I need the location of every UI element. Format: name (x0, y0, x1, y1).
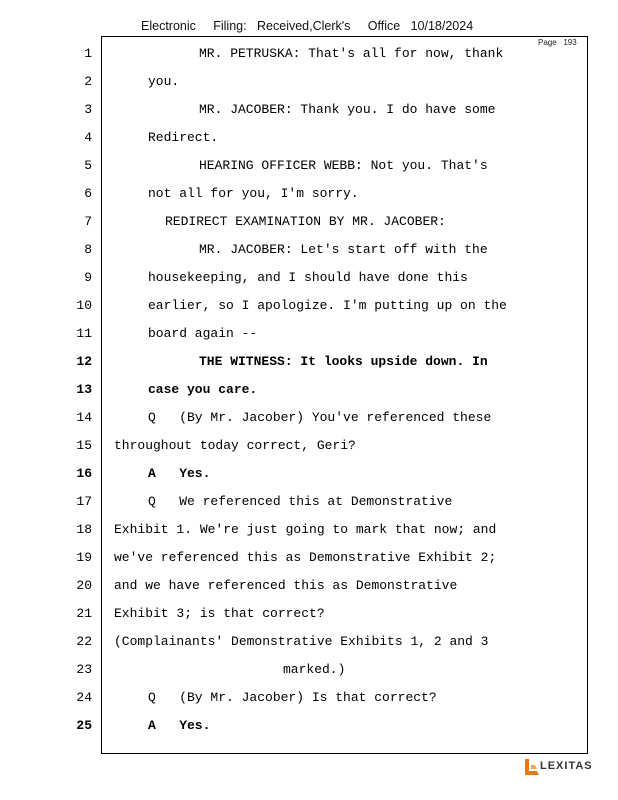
transcript-line: case you care. (148, 382, 258, 397)
line-number: 19 (76, 550, 92, 565)
transcript-line: Exhibit 3; is that correct? (114, 606, 325, 621)
filing-header: Electronic Filing: Received,Clerk's Office 10/18/2024 (141, 19, 474, 33)
line-number: 20 (76, 578, 92, 593)
transcript-line: board again -- (148, 326, 258, 341)
line-number: 22 (76, 634, 92, 649)
line-number: 17 (76, 494, 92, 509)
transcript-line: we've referenced this as Demonstrative Exhibit 2; (114, 550, 497, 565)
line-number: 24 (76, 690, 92, 705)
transcript-line: THE WITNESS: It looks upside down. In (199, 354, 488, 369)
section-heading: REDIRECT EXAMINATION BY MR. JACOBER: (165, 214, 446, 229)
line-number: 2 (84, 74, 92, 89)
lexitas-logo (525, 757, 593, 775)
transcript-line: MR. JACOBER: Let's start off with the (199, 242, 488, 257)
line-number: 15 (76, 438, 92, 453)
line-number: 11 (76, 326, 92, 341)
line-number: 7 (84, 214, 92, 229)
transcript-line: earlier, so I apologize. I'm putting up on the (148, 298, 507, 313)
line-number: 18 (76, 522, 92, 537)
transcript-line: you. (148, 74, 180, 89)
line-number: 12 (76, 354, 92, 369)
transcript-line: A Yes. (148, 718, 211, 733)
line-number: 23 (76, 662, 92, 677)
line-number: 8 (84, 242, 92, 257)
transcript-line: Q (By Mr. Jacober) You've referenced these (148, 410, 492, 425)
lexitas-mark-icon (525, 757, 539, 775)
transcript-line: HEARING OFFICER WEBB: Not you. That's (199, 158, 488, 173)
transcript-line: Q (By Mr. Jacober) Is that correct? (148, 690, 437, 705)
line-number: 4 (84, 130, 92, 145)
page-number: Page 193 (538, 38, 577, 47)
transcript-line: MR. JACOBER: Thank you. I do have some (199, 102, 496, 117)
line-number: 25 (76, 718, 92, 733)
line-number: 9 (84, 270, 92, 285)
transcript-line: A Yes. (148, 466, 211, 481)
transcript-line: Redirect. (148, 130, 219, 145)
line-number: 14 (76, 410, 92, 425)
line-number: 21 (76, 606, 92, 621)
line-number: 16 (76, 466, 92, 481)
transcript-line: and we have referenced this as Demonstrative (114, 578, 458, 593)
transcript-line: (Complainants' Demonstrative Exhibits 1, 2 and 3 (114, 634, 489, 649)
line-number: 1 (84, 46, 92, 61)
transcript-line: housekeeping, and I should have done this (148, 270, 468, 285)
line-number: 13 (76, 382, 92, 397)
line-number: 6 (84, 186, 92, 201)
transcript-line: marked.) (283, 662, 346, 677)
line-number: 3 (84, 102, 92, 117)
transcript-line: Q We referenced this at Demonstrative (148, 494, 453, 509)
line-number: 10 (76, 298, 92, 313)
line-number: 5 (84, 158, 92, 173)
lexitas-wordmark: LEXITAS (540, 760, 593, 772)
transcript-line: throughout today correct, Geri? (114, 438, 356, 453)
transcript-line: Exhibit 1. We're just going to mark that now; and (114, 522, 497, 537)
transcript-line: not all for you, I'm sorry. (148, 186, 359, 201)
transcript-line: MR. PETRUSKA: That's all for now, thank (199, 46, 504, 61)
